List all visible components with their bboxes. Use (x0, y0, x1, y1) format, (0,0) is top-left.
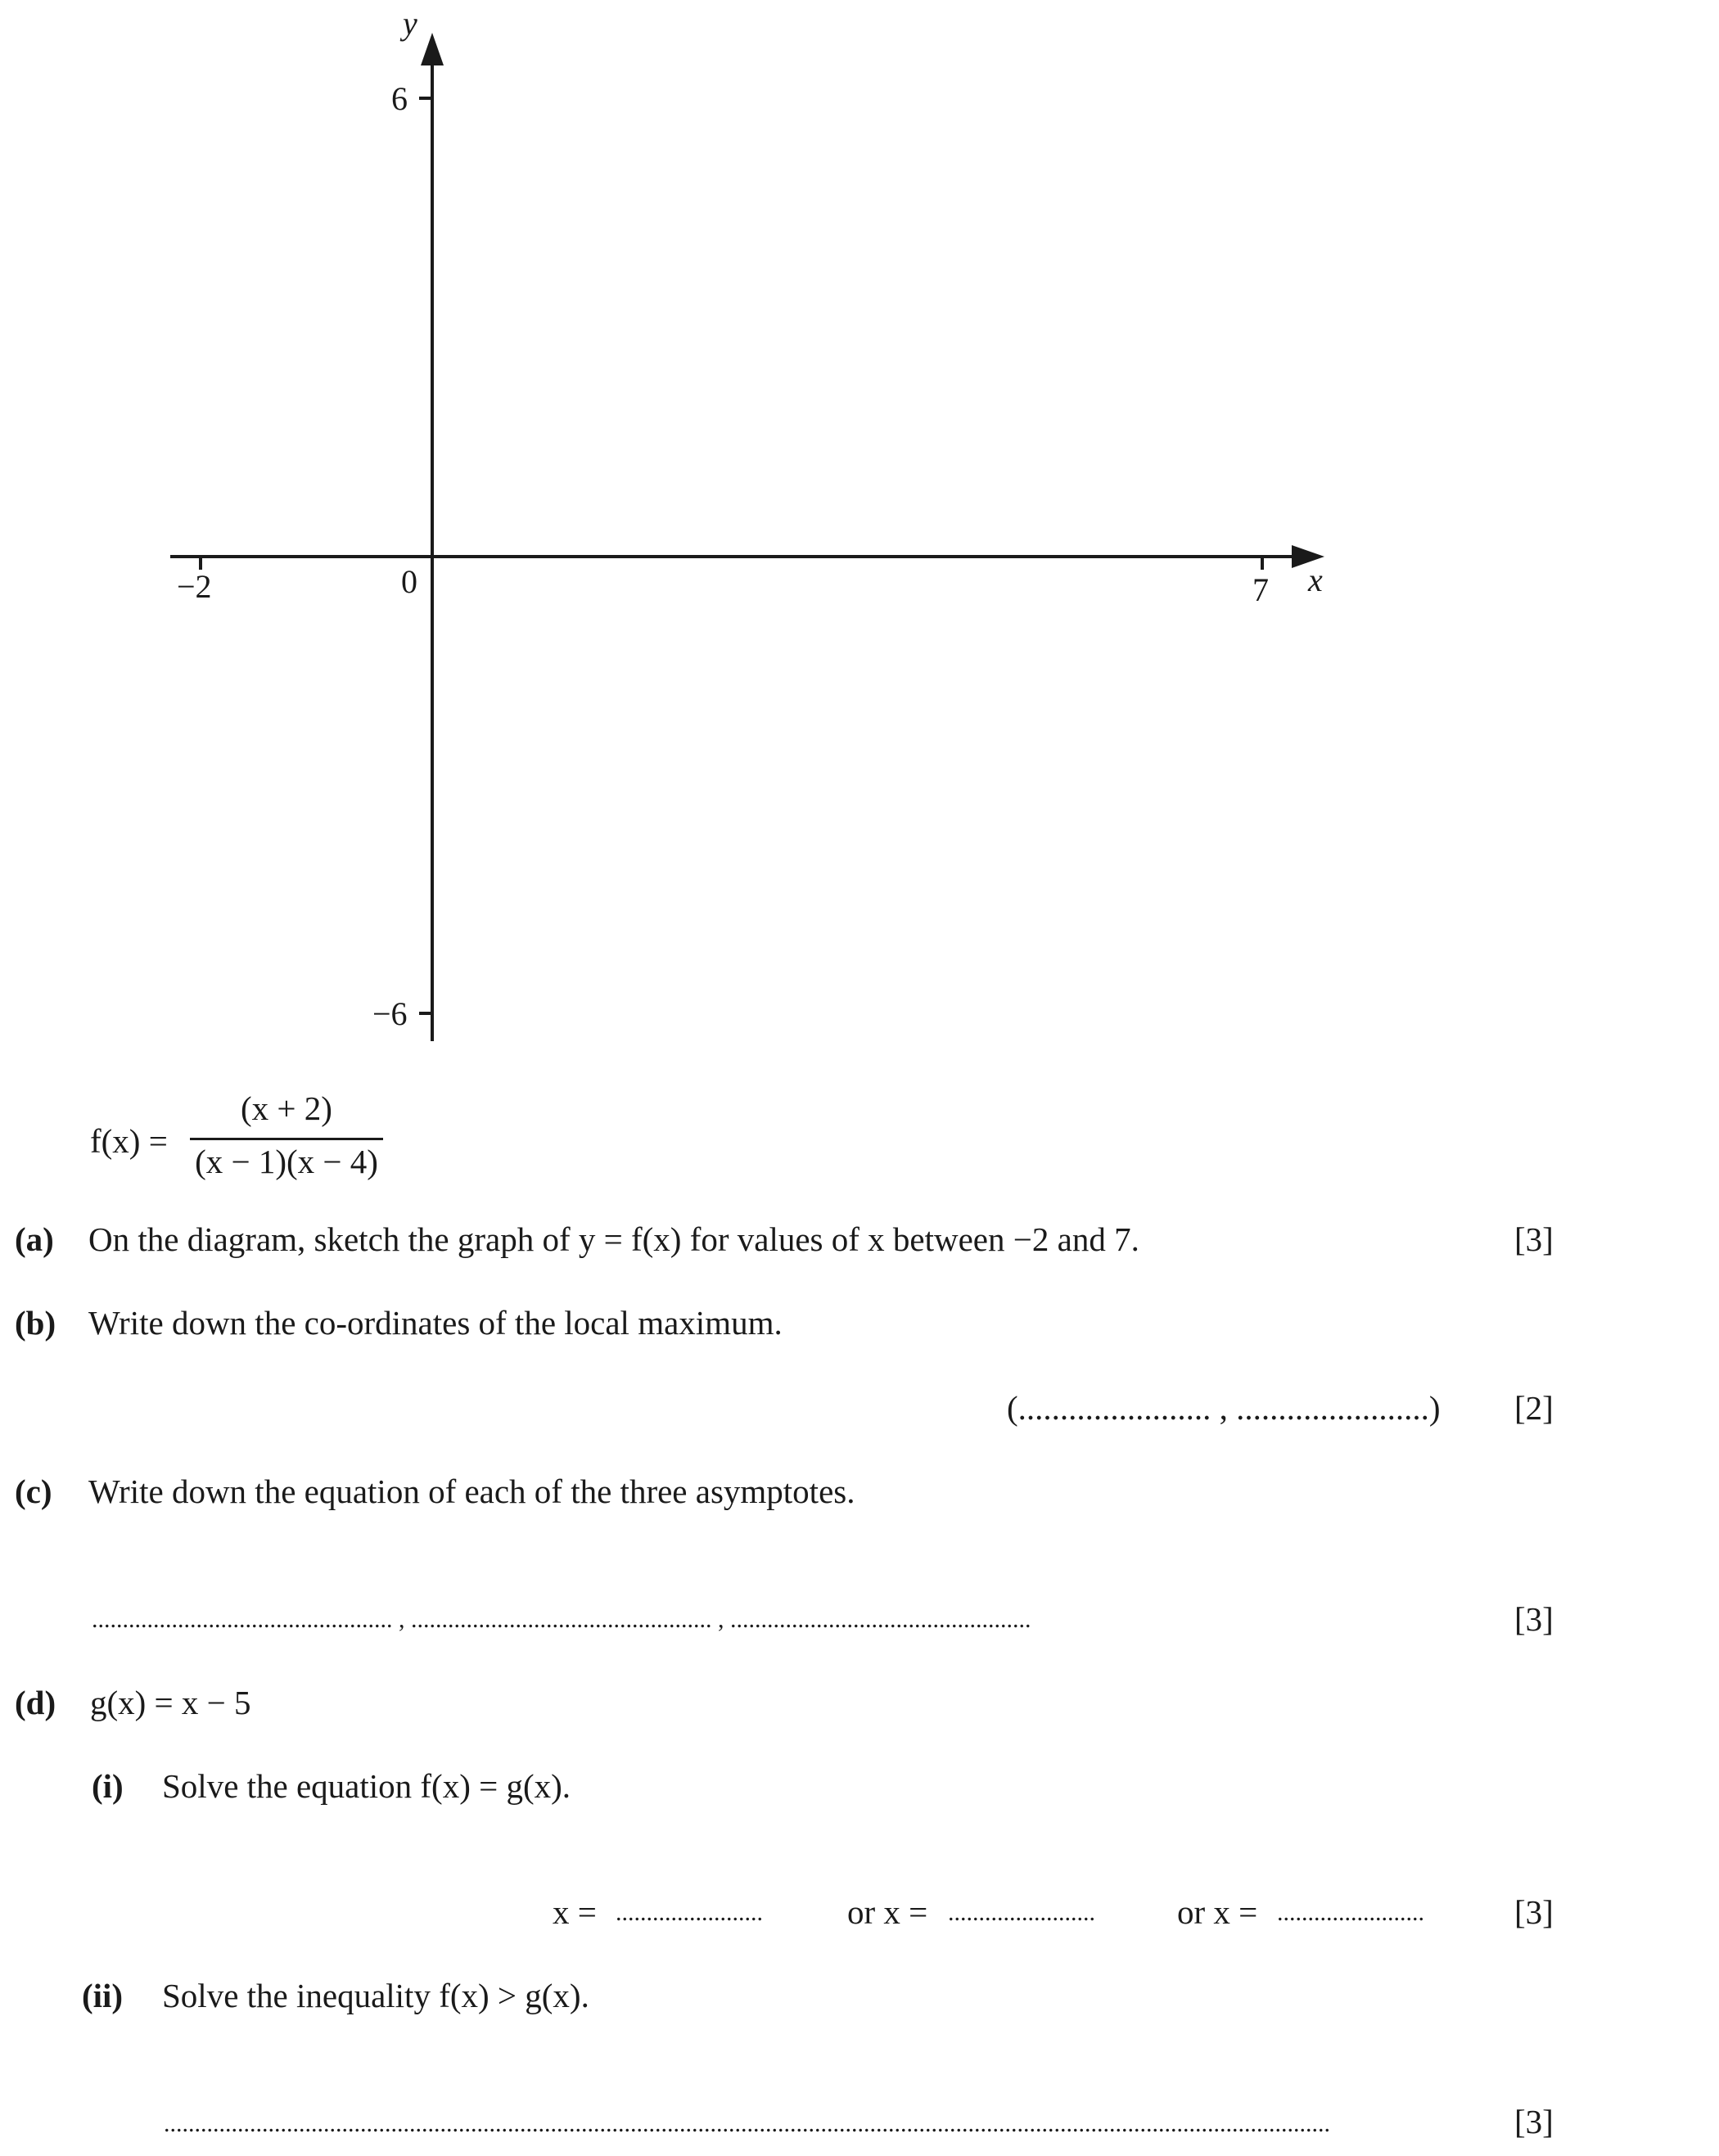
part-d-ii-answer-line[interactable]: .............................................................................................................................................................................................. (164, 2110, 1330, 2137)
part-d-definition: g(x) = x − 5 (90, 1684, 251, 1721)
part-d-i-label: (i) (92, 1767, 124, 1805)
part-d-i-marks: [3] (1514, 1893, 1554, 1931)
part-c-question: Write down the equation of each of the three asymptotes. (88, 1473, 855, 1510)
origin-label: 0 (401, 563, 417, 600)
part-a-marks: [3] (1514, 1220, 1554, 1258)
y-tick-label-neg6: −6 (372, 995, 408, 1032)
part-d-ii-label: (ii) (82, 1977, 124, 2014)
x-tick-label-neg2: −2 (177, 568, 212, 605)
part-d-i-question: Solve the equation f(x) = g(x). (162, 1767, 571, 1805)
part-c-marks: [3] (1514, 1600, 1554, 1638)
part-d-label: (d) (15, 1684, 56, 1721)
y-axis-arrow (421, 33, 444, 65)
part-d-i-answer-1[interactable]: ........................ (616, 1899, 763, 1926)
fraction-bar (190, 1138, 383, 1140)
part-d-i-answer-prefix: x = (553, 1893, 597, 1931)
part-d-i-answer-3[interactable]: ........................ (1277, 1899, 1424, 1926)
x-axis-label: x (1308, 562, 1323, 598)
part-d-i-or-2: or x = (1177, 1893, 1258, 1931)
part-b-question: Write down the co-ordinates of the local maximum. (88, 1304, 783, 1342)
part-c-answer-line[interactable]: ................................................. , ................................................. , ................................................. (92, 1606, 1031, 1633)
part-c-label: (c) (15, 1473, 52, 1510)
function-numerator: (x + 2) (241, 1089, 332, 1127)
part-a-question: On the diagram, sketch the graph of y = f(x) for values of x between −2 and 7. (88, 1220, 1139, 1258)
part-b-answer-line[interactable]: (....................... , .......................) (1007, 1389, 1441, 1427)
part-d-ii-question: Solve the inequality f(x) > g(x). (162, 1977, 589, 2014)
part-b-marks: [2] (1514, 1389, 1554, 1427)
part-d-i-answer-2[interactable]: ........................ (948, 1899, 1095, 1926)
x-tick-label-7: 7 (1252, 571, 1269, 608)
y-axis-label: y (403, 5, 417, 42)
part-d-ii-marks: [3] (1514, 2103, 1554, 2140)
part-b-label: (b) (15, 1304, 56, 1342)
y-tick-label-6: 6 (391, 80, 408, 117)
part-a-label: (a) (15, 1220, 54, 1258)
function-denominator: (x − 1)(x − 4) (195, 1143, 378, 1180)
axes-diagram (0, 0, 1719, 1064)
part-d-i-or-1: or x = (847, 1893, 928, 1931)
function-lhs: f(x) = (90, 1122, 168, 1160)
